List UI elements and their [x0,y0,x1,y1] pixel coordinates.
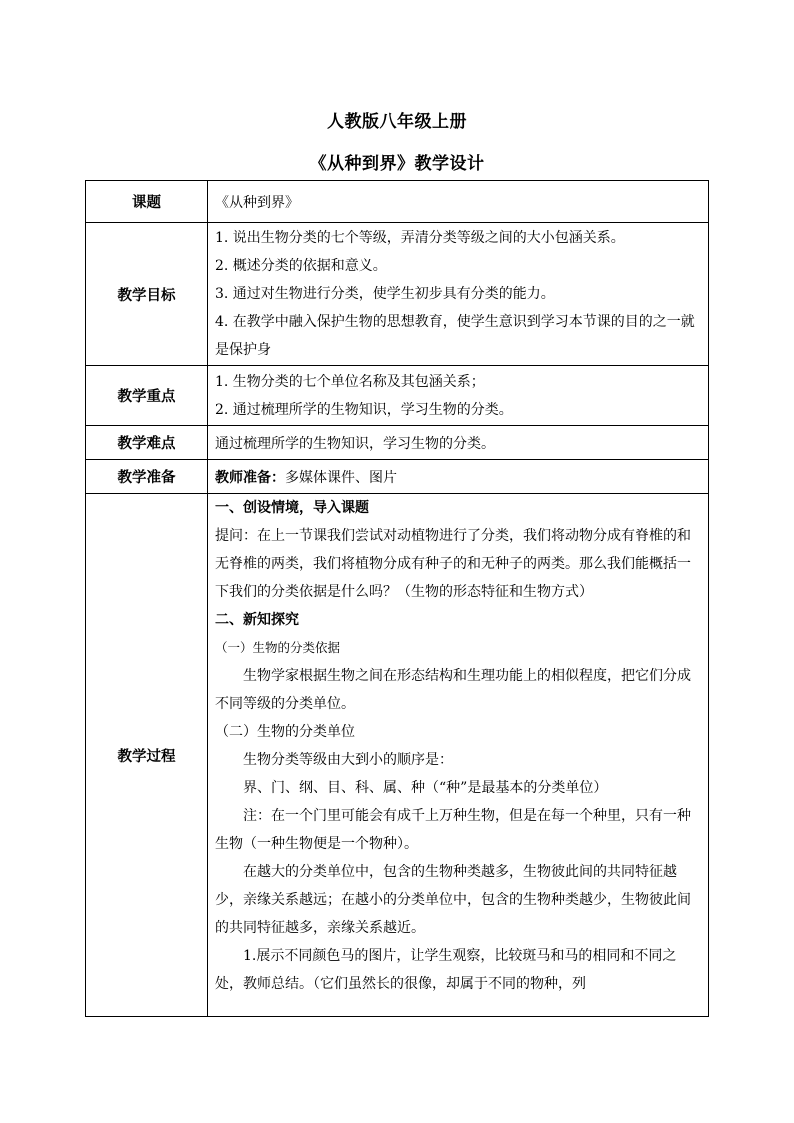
preparation-text: 多媒体课件、图片 [285,469,397,486]
goal-item: 4. 在教学中融入保护生物的思想教育，使学生意识到学习本节课的目的之一就是保护身 [215,314,695,358]
value-key-points [208,366,709,426]
goal-item: 3. 通过对生物进行分类，使学生初步具有分类的能力。 [215,286,555,302]
row-preparation [86,460,709,494]
key-point-item: 2. 通过梳理所学的生物知识，学习生物的分类。 [215,401,513,418]
row-difficulty [86,426,709,460]
process-paragraph: 1.展示不同颜色马的图片，让学生观察，比较斑马和马的相同和不同之处，教师总结。（它们虽然长的很像，却属于不同的物种，列 [215,948,677,992]
row-key-points [86,366,709,426]
process-paragraph: 注：在一个门里可能会有成千上万种生物，但是在每一个种里，只有一种生物（一种生物便是一个物种）。 [215,808,691,852]
value-difficulty: 通过梳理所学的生物知识，学习生物的分类。 [208,426,709,460]
goal-item: 2. 概述分类的依据和意义。 [215,258,387,274]
label-process: 教学过程 [86,494,208,1017]
process-heading-1: 一、创设情境，导入课题 [215,500,369,516]
key-point-item: 1. 生物分类的七个单位名称及其包涵关系； [215,373,485,390]
row-goals [86,223,709,366]
value-preparation [208,460,709,494]
process-paragraph: 生物学家根据生物之间在形态结构和生理功能上的相似程度，把它们分成不同等级的分类单位。 [215,668,691,712]
process-subheading: （一）生物的分类依据 [215,640,341,655]
process-subheading: （二）生物的分类单位 [215,724,355,740]
process-paragraph: 生物分类等级由大到小的顺序是： [243,752,453,768]
process-paragraph: 提问：在上一节课我们尝试对动植物进行了分类，我们将动物分成有脊椎的和无脊椎的两类，我们将植物分成有种子的和无种子的两类。那么我们能概括一下我们的分类依据是什么吗？（生物的形态特征和生物方式） [215,528,691,600]
value-process [208,494,709,1017]
lesson-plan-table [85,180,709,1017]
label-key-points: 教学重点 [86,366,208,426]
label-difficulty: 教学难点 [86,426,208,460]
row-process [86,494,709,1017]
process-paragraph: 界、门、纲、目、科、属、种（“种”是最基本的分类单位） [243,780,608,796]
label-topic: 课题 [86,181,208,223]
document-subtitle: 《从种到界》教学设计 [309,154,485,174]
goal-item: 1. 说出生物分类的七个等级，弄清分类等级之间的大小包涵关系。 [215,230,625,246]
value-topic: 《从种到界》 [208,181,709,223]
preparation-heading: 教师准备： [215,469,285,486]
process-heading-2: 二、新知探究 [215,612,299,628]
label-preparation: 教学准备 [86,460,208,494]
document-title: 人教版八年级上册 [327,112,467,132]
process-paragraph: 在越大的分类单位中，包含的生物种类越多，生物彼此间的共同特征越少，亲缘关系越远；在越小的分类单位中，包含的生物种类越少，生物彼此间的共同特征越多，亲缘关系越近。 [215,864,691,936]
value-goals [208,223,709,366]
row-topic [86,181,709,223]
label-goals: 教学目标 [86,223,208,366]
